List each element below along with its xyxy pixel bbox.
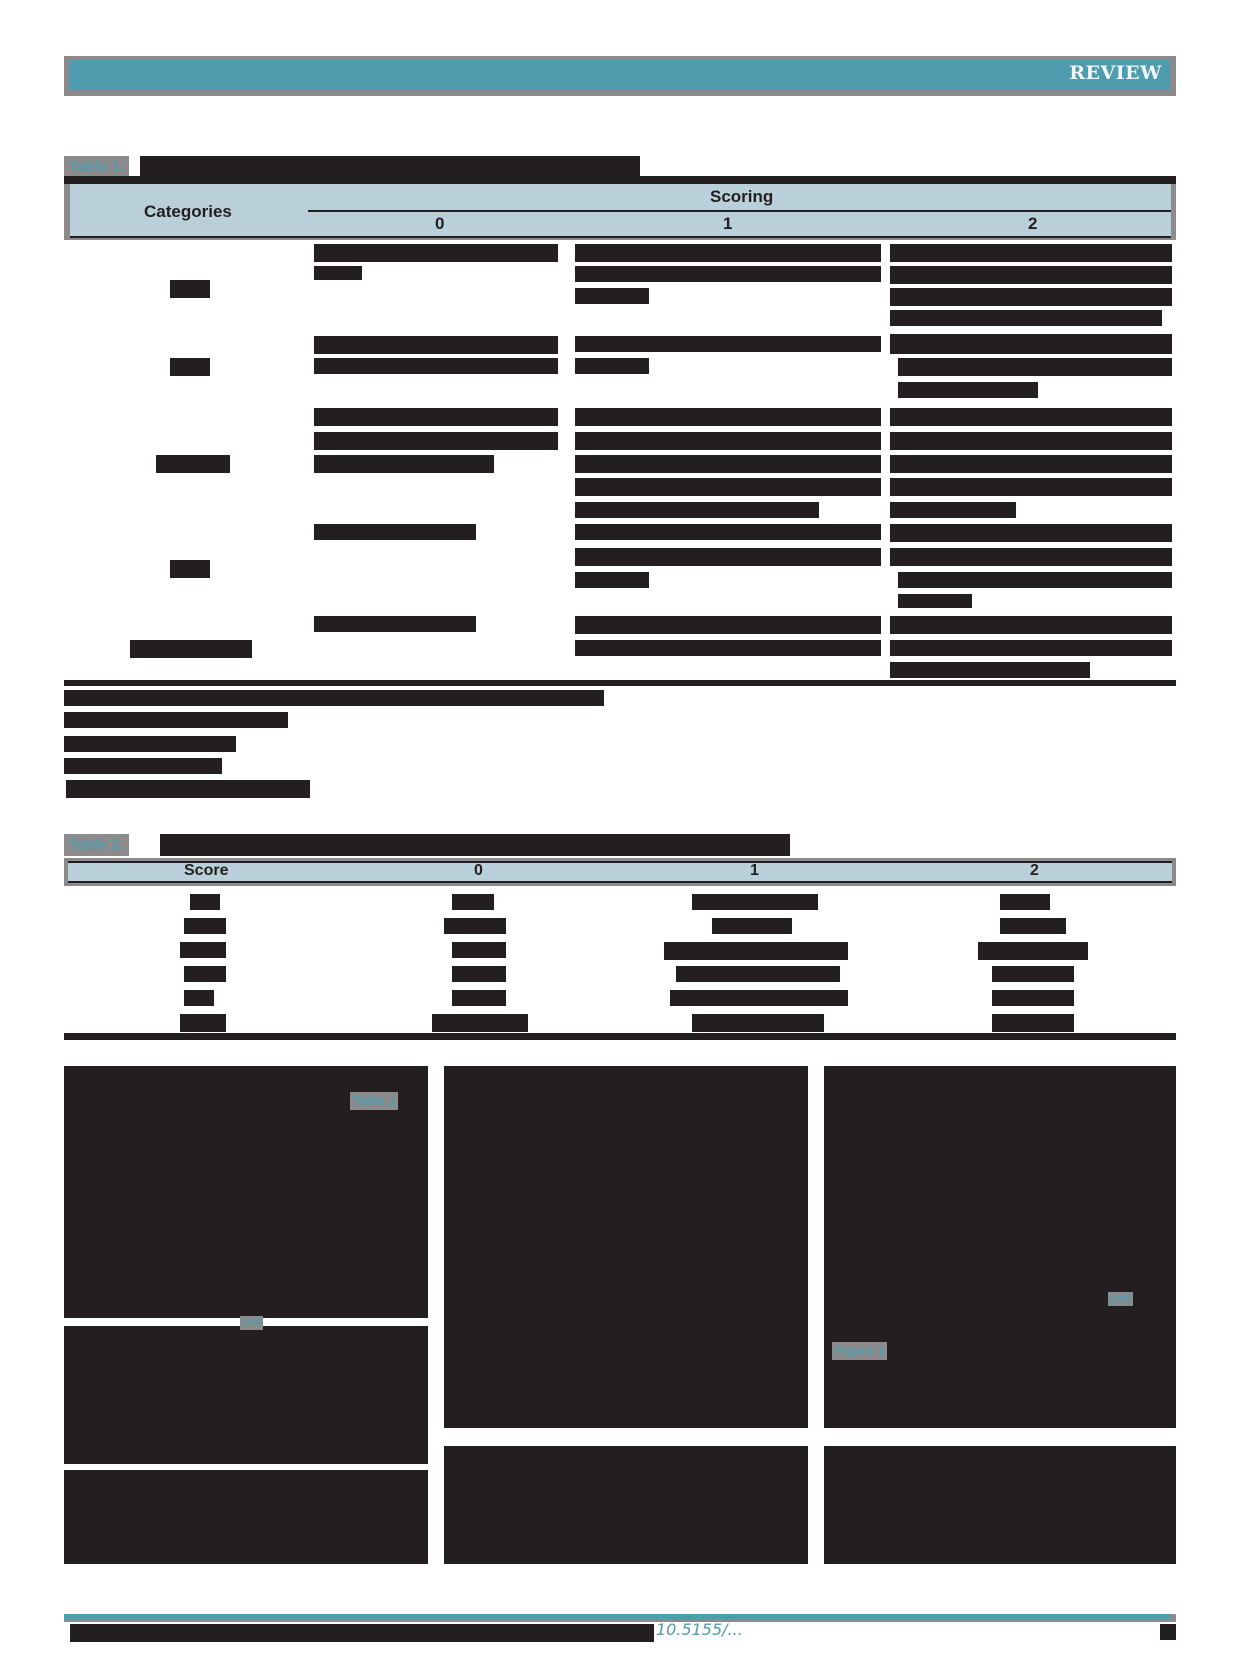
t2-score-2 bbox=[184, 918, 226, 934]
t2-col0-2 bbox=[444, 918, 506, 934]
table1-header bbox=[64, 184, 1176, 240]
t2-col1-1 bbox=[692, 894, 818, 910]
row2-col2-line3 bbox=[898, 382, 1038, 398]
link-ref-2[interactable]: [ref] bbox=[1110, 1293, 1132, 1305]
table2-caption-tag: Table 2. bbox=[64, 834, 129, 856]
t2-col0-4 bbox=[452, 966, 506, 982]
row4-col2 bbox=[890, 524, 1172, 542]
table2-header-fill bbox=[68, 861, 1172, 883]
t2-score-6 bbox=[180, 1014, 226, 1032]
row1-col0-line2 bbox=[314, 266, 362, 280]
row1-col2-line3 bbox=[890, 288, 1172, 306]
col3-para-1 bbox=[824, 1066, 1176, 1428]
table1-note-5 bbox=[66, 780, 310, 798]
row3-col2 bbox=[890, 408, 1172, 426]
t2-col0-3 bbox=[452, 942, 506, 958]
footer-rule-teal bbox=[64, 1614, 1171, 1619]
row2-col1-line2 bbox=[575, 358, 649, 374]
col3-para-2 bbox=[824, 1446, 1176, 1564]
t2-col1-4 bbox=[676, 966, 840, 982]
row4-col2-line4 bbox=[898, 594, 972, 608]
row4-col2-line2 bbox=[890, 548, 1172, 566]
table1-note-1 bbox=[64, 690, 604, 706]
row3-col0-line2 bbox=[314, 432, 558, 450]
table2-bottom-rule bbox=[64, 1033, 1176, 1040]
row3-col0-line3 bbox=[314, 455, 494, 473]
header-col-1: 1 bbox=[723, 214, 733, 233]
header-categories: Categories bbox=[144, 202, 232, 221]
t2-col2-2 bbox=[1000, 918, 1066, 934]
row2-col2 bbox=[890, 334, 1172, 354]
row1-col1 bbox=[575, 244, 881, 262]
header-scoring: Scoring bbox=[710, 187, 774, 206]
row2-category bbox=[170, 358, 210, 376]
t2-col2-4 bbox=[992, 966, 1074, 982]
col2-para-2 bbox=[444, 1446, 808, 1564]
t2-col2-6 bbox=[992, 1014, 1074, 1032]
row1-col2-line4 bbox=[890, 310, 1162, 326]
row5-col2 bbox=[890, 616, 1172, 634]
table1-caption-text bbox=[140, 156, 640, 176]
t2-col1-5 bbox=[670, 990, 848, 1006]
table2-caption-text bbox=[160, 834, 790, 856]
t2-score-1 bbox=[190, 894, 220, 910]
t2-col2-5 bbox=[992, 990, 1074, 1006]
row1-col2-line2 bbox=[890, 266, 1172, 284]
t2-score-3 bbox=[180, 942, 226, 958]
row1-col1-line3 bbox=[575, 288, 649, 304]
row3-col2-line3 bbox=[890, 455, 1172, 473]
row3-col1-line2 bbox=[575, 432, 881, 450]
link-figure-1[interactable]: Figure 1 bbox=[834, 1343, 885, 1358]
link-ref-1[interactable]: [ref] bbox=[242, 1317, 262, 1328]
footer-rule bbox=[64, 1614, 1176, 1622]
row3-col2-line5 bbox=[890, 502, 1016, 518]
col1-para-2 bbox=[64, 1470, 428, 1564]
t2-score-4 bbox=[184, 966, 226, 982]
table1-note-2 bbox=[64, 712, 288, 728]
col1-para-2-indent bbox=[96, 1446, 428, 1462]
header-band-fill bbox=[69, 60, 1170, 90]
row5-category bbox=[130, 640, 252, 658]
table1-header-bottom-rule bbox=[70, 236, 1171, 238]
t2-col0-6 bbox=[432, 1014, 528, 1032]
link-table-1[interactable]: Table 1 bbox=[352, 1093, 396, 1108]
table1-note-4 bbox=[64, 758, 222, 774]
section-label: REVIEW bbox=[1069, 62, 1162, 84]
row5-col1 bbox=[575, 616, 881, 634]
row3-col1-line4 bbox=[575, 478, 881, 496]
row4-col0 bbox=[314, 524, 476, 540]
t2-col1-2 bbox=[712, 918, 792, 934]
footer-citation bbox=[70, 1624, 654, 1642]
row5-col2-line3 bbox=[890, 662, 1090, 678]
row1-category bbox=[170, 280, 210, 298]
table2-caption bbox=[64, 834, 784, 856]
row4-col1 bbox=[575, 524, 881, 540]
t2-col2-1 bbox=[1000, 894, 1050, 910]
row1-col0 bbox=[314, 244, 558, 262]
t2-col1-6 bbox=[692, 1014, 824, 1032]
row4-col1-line2 bbox=[575, 548, 881, 566]
row3-category bbox=[156, 455, 230, 473]
header-col-2: 2 bbox=[1028, 214, 1038, 233]
t2-col0-1 bbox=[452, 894, 494, 910]
table2-header bbox=[64, 858, 1176, 886]
row2-col2-line2 bbox=[898, 358, 1172, 376]
table1-note-3 bbox=[64, 736, 236, 752]
row4-col1-line3 bbox=[575, 572, 649, 588]
footer-doi-link[interactable]: 10.5155/... bbox=[656, 1620, 743, 1639]
journal-header-band bbox=[64, 56, 1176, 96]
t2-col0-5 bbox=[452, 990, 506, 1006]
row1-col2 bbox=[890, 244, 1172, 262]
row3-col2-line2 bbox=[890, 432, 1172, 450]
header-1: 1 bbox=[750, 862, 759, 879]
scoring-subrule bbox=[308, 210, 1171, 212]
row3-col1-line5 bbox=[575, 502, 819, 518]
row3-col0 bbox=[314, 408, 558, 426]
t2-col1-3 bbox=[664, 942, 848, 960]
col2-para-1 bbox=[444, 1066, 808, 1428]
row2-col1 bbox=[575, 336, 881, 352]
table2-header-bottom-rule bbox=[68, 881, 1172, 883]
row2-col0 bbox=[314, 336, 558, 354]
header-0: 0 bbox=[474, 862, 483, 879]
row2-col0-line2 bbox=[314, 358, 558, 374]
row3-col1 bbox=[575, 408, 881, 426]
row3-col1-line3 bbox=[575, 455, 881, 473]
table1-caption-tag: Table 1. bbox=[64, 156, 129, 178]
footer-page-number bbox=[1160, 1624, 1176, 1640]
row5-col0 bbox=[314, 616, 476, 632]
col1-para-end bbox=[64, 1424, 290, 1440]
header-score: Score bbox=[184, 862, 229, 879]
table1-top-rule bbox=[64, 176, 1176, 184]
col1-para-1-cont bbox=[64, 1326, 428, 1464]
row3-col2-line4 bbox=[890, 478, 1172, 496]
t2-score-5 bbox=[184, 990, 214, 1006]
t2-col2-3 bbox=[978, 942, 1088, 960]
table1-bottom-rule bbox=[64, 680, 1176, 686]
row5-col2-line2 bbox=[890, 640, 1172, 656]
table2-header-top-rule bbox=[68, 861, 1172, 863]
row4-category bbox=[170, 560, 210, 578]
row5-col1-line2 bbox=[575, 640, 881, 656]
header-col-0: 0 bbox=[435, 214, 445, 233]
row1-col1-line2 bbox=[575, 266, 881, 282]
row4-col2-line3 bbox=[898, 572, 1172, 588]
header-2: 2 bbox=[1030, 862, 1039, 879]
table1-caption bbox=[64, 156, 764, 178]
